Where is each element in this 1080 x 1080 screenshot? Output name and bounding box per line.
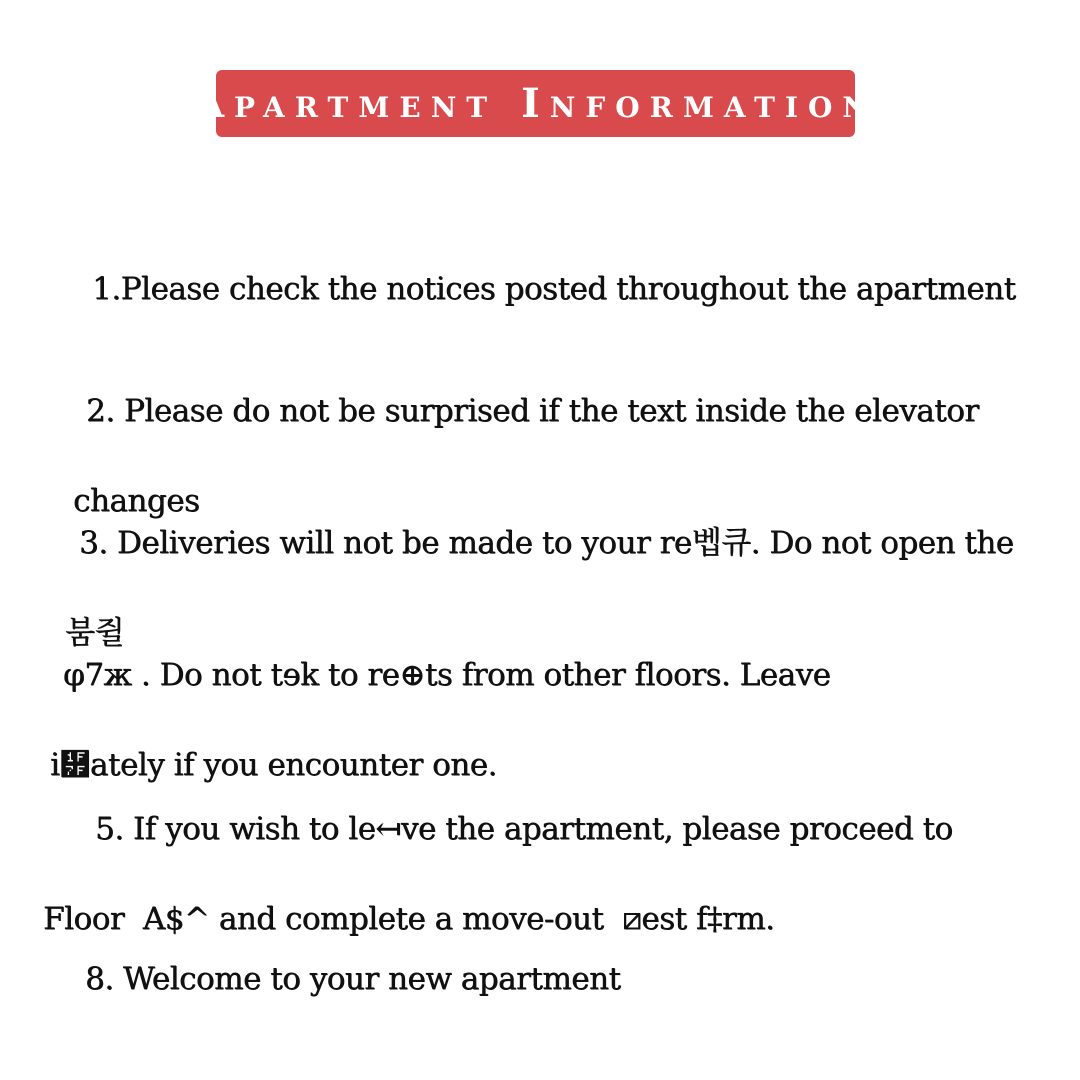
rule-text-line: 2. Please do not be surprised if the text inside the elevator [86,393,979,429]
rule-text-line: Floor A$^ and complete a move-out ⧄est f‡rm. [43,901,775,937]
rule-text-line: φ7ж . Do not tɘk to re⊕ts from other floors. Leave [63,657,831,693]
rule-item [0,214,1015,334]
title-banner [192,70,879,137]
rule-text-line: 5. If you wish to le↤ve the apartment, please proceed to [95,811,953,847]
rule-text-line: 3. Deliveries will not be made to your re벱큐. Do not open the [79,525,1014,561]
rule-item [0,904,620,1024]
rule-text-line: changes [73,483,200,519]
page-title: Apartment Information [192,79,879,127]
rule-text-line: i὿ately if you encounter one. [50,747,497,783]
rule-text-line: 8. Welcome to your new apartment [85,961,621,997]
rule-text-line: 붐쥘 [65,615,124,651]
rule-text-line: 1.Please check the notices posted throughout the apartment [92,271,1016,307]
